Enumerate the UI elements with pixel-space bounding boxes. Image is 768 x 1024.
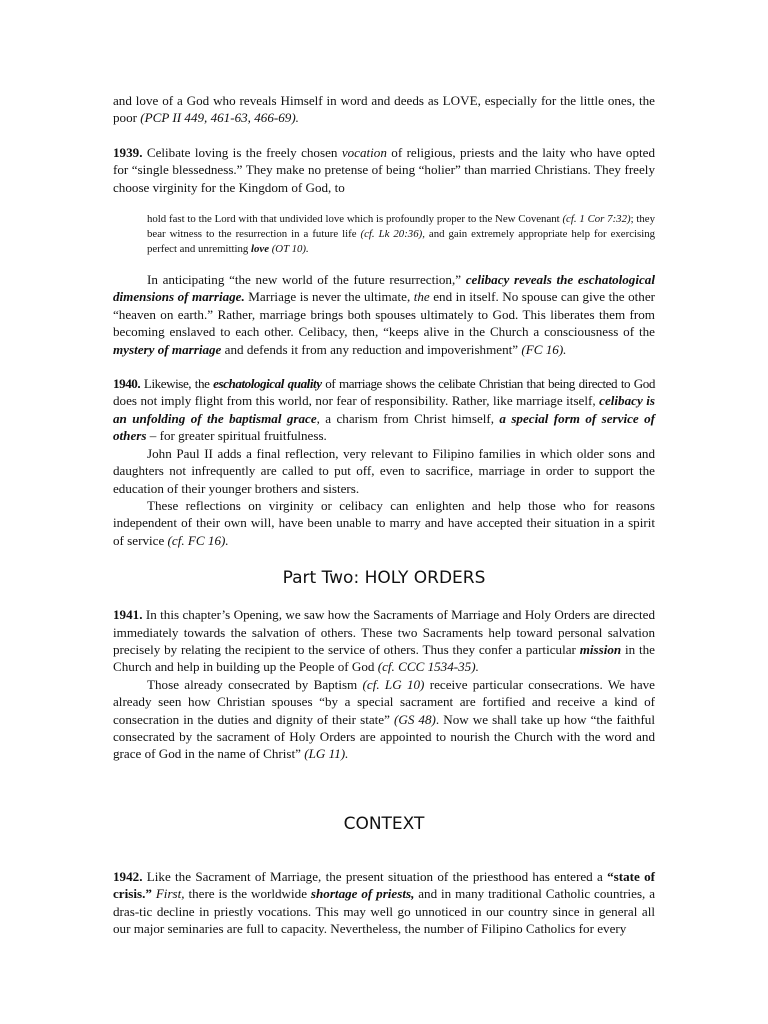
paragraph-continued: and love of a God who reveals Himself in word and deeds as LOVE, especially for the little ones, the poor (PCP II 449, 461-63, 466-69). [113, 93, 655, 126]
block-quote: hold fast to the Lord with that undivided love which is profoundly proper to the New Covenant (cf. 1 Cor 7:32); they bear witness to the resurrection in a future life (cf. Lk 20:36), and gain extremely appropriate help for exercising perfect and unremitting love (OT 10). [147, 213, 655, 256]
citation: (cf. LG 10) [362, 676, 425, 692]
paragraph-1940: 1940. Likewise, the eschatological quality of marriage shows the celibate Christian that being directed to God does not imply flight from this world, nor fear of responsibility. Rather, like marriage itself, celibacy is an unfolding of the baptismal grace, a charism from Christ himself, a special form of service of others – for greater spiritual fruitfulness. [113, 376, 655, 444]
paragraph-number: 1940. [113, 376, 141, 392]
section-heading-holy-orders: Part Two: HOLY ORDERS [282, 568, 486, 589]
paragraph-anticipating: In anticipating “the new world of the future resurrection,” celibacy reveals the eschatological dimensions of marriage. Marriage is never the ultimate, the end in itself. No spouse can give the other “heaven on earth.” Rather, marriage brings both spouses ultimately to God. This liberates them from becoming enslaved to each other. Celibacy, then, “keeps alive in the Church a consciousness of the mystery of marriage and defends it from any reduction and impoverishment” (FC 16). [113, 272, 655, 357]
citation: (cf. 1 Cor 7:32) [562, 213, 631, 226]
citation: (cf. Lk 20:36), [360, 228, 425, 241]
paragraph-1941: 1941. In this chapter’s Opening, we saw how the Sacraments of Marriage and Holy Orders are directed immediately towards the salvation of others. These two Sacraments help toward personal salvation precisely by relating the recipient to the service of others. Thus they confer a particular mission in the Church and help in building up the People of God (cf. CCC 1534-35). [113, 607, 655, 675]
paragraph-number: 1941. [113, 607, 143, 623]
paragraph-consecrated: Those already consecrated by Baptism (cf. LG 10) receive particular consecrations. We have already seen how Christian spouses “by a special sacrament are fortified and receive a kind of consecration in the duties and dignity of their state” (GS 48). Now we shall take up how “the faithful consecrated by the sacrament of Holy Orders are appointed to nourish the Church with the word and grace of God in the name of Christ” (LG 11). [113, 676, 655, 762]
paragraph-number: 1942. [113, 868, 143, 884]
citation: (cf. CCC 1534-35). [377, 659, 479, 675]
citation: (FC 16). [521, 341, 567, 357]
citation: (LG 11). [304, 746, 349, 762]
paragraph-1942: 1942. Like the Sacrament of Marriage, the present situation of the priesthood has entered a “state of crisis.” First, there is the worldwide shortage of priests, and in many traditional Catholic countries, a dras-tic decline in priestly vocations. This may well go unnoticed in our country since in general all our major seminaries are full to capacity. Nevertheless, the number of Filipino Catholics for every [113, 868, 656, 936]
section-heading-context: CONTEXT [343, 813, 425, 834]
citation: (PCP II 449, 461-63, 466-69). [140, 110, 299, 126]
paragraph-reflections: These reflections on virginity or celibacy can enlighten and help those who for reasons independent of their own will, have been unable to marry and have accepted their situation in a spirit of service (cf. FC 16). [113, 497, 655, 548]
paragraph-number: 1939. [113, 144, 143, 160]
citation: (OT 10). [269, 243, 309, 256]
citation: (GS 48) [394, 711, 436, 727]
paragraph-1939: 1939. Celibate loving is the freely chosen vocation of religious, priests and the laity who have opted for “single blessedness.” They make no pretense of being “holier” than married Christians. They freely choose virginity for the Kingdom of God, to [113, 144, 655, 195]
citation: (cf. FC 16). [167, 532, 229, 548]
paragraph-john-paul: John Paul II adds a final reflection, very relevant to Filipino families in which older sons and daughters not infrequently are called to put off, even to sacrifice, marriage in order to support the education of their younger brothers and sisters. [113, 445, 655, 496]
